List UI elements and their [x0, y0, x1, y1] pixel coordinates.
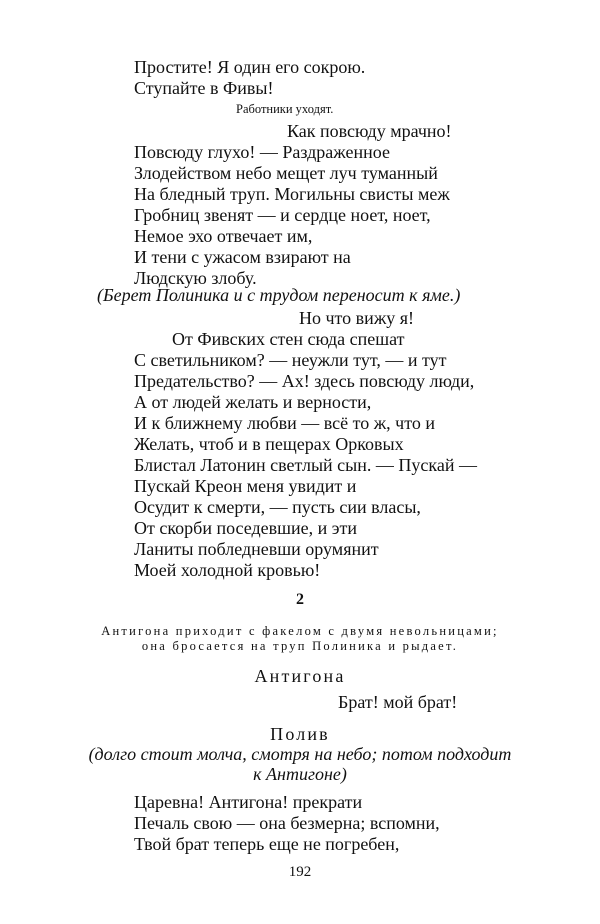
verse-line: Но что вижу я! [299, 308, 415, 328]
verse-line: И тени с ужасом взирают на [134, 247, 351, 267]
scene-direction: она бросается на труп Полиника и рыдает. [141, 639, 459, 653]
verse-line: Царевна! Антигона! прекрати [134, 792, 363, 812]
verse-line: На бледный труп. Могильны свисты меж [134, 184, 450, 204]
stage-direction: (Берет Полиника и с трудом переносит к яме.) [97, 285, 461, 305]
verse-line: Желать, чтоб и в пещерах Орковых [134, 434, 404, 454]
verse-line: Простите! Я один его сокрою. [134, 57, 366, 77]
verse-line: Гробниц звенят — и сердце ноет, ноет, [134, 205, 431, 225]
verse-line: Моей холодной кровью! [134, 560, 321, 580]
verse-line: Злодейством небо мещет луч туманный [134, 163, 438, 183]
verse-line: Твой брат теперь еще не погребен, [134, 834, 400, 854]
stage-direction: к Антигоне) [253, 764, 347, 784]
verse-line: С светильником? — неужли тут, — и тут [134, 350, 447, 370]
verse-line: Осудит к смерти, — пусть сии власы, [134, 497, 421, 517]
verse-line: А от людей желать и верности, [134, 392, 372, 412]
speaker-name: Полив [270, 724, 330, 744]
verse-line: Ступайте в Фивы! [134, 78, 274, 98]
verse-line: Ланиты побледневши орумянит [134, 539, 379, 559]
page-number: 192 [288, 864, 312, 880]
verse-line: Немое эхо отвечает им, [134, 226, 313, 246]
verse-line: Повсюду глухо! — Раздраженное [134, 142, 390, 162]
stage-direction: (долго стоит молча, смотря на небо; потом подходит [88, 744, 512, 764]
verse-line: От Фивских стен сюда спешат [172, 329, 405, 349]
verse-line: Печаль свою — она безмерна; вспомни, [134, 813, 440, 833]
verse-line: Блистал Латонин светлый сын. — Пускай — [134, 455, 477, 475]
verse-line: Как повсюду мрачно! [287, 121, 452, 141]
verse-line: Пускай Креон меня увидит и [134, 476, 357, 496]
verse-line: Предательство? — Ах! здесь повсюду люди, [134, 371, 475, 391]
stage-direction: Работники уходят. [236, 102, 334, 116]
speaker-name: Антигона [254, 666, 346, 686]
verse-line: И к ближнему любви — всё то ж, что и [134, 413, 435, 433]
verse-line: От скорби поседевшие, и эти [134, 518, 358, 538]
scene-direction: Антигона приходит с факелом с двумя невольницами; [101, 624, 499, 638]
verse-line: Брат! мой брат! [338, 692, 458, 712]
section-number: 2 [296, 591, 304, 608]
verse-line: Людскую злобу. [134, 268, 257, 288]
